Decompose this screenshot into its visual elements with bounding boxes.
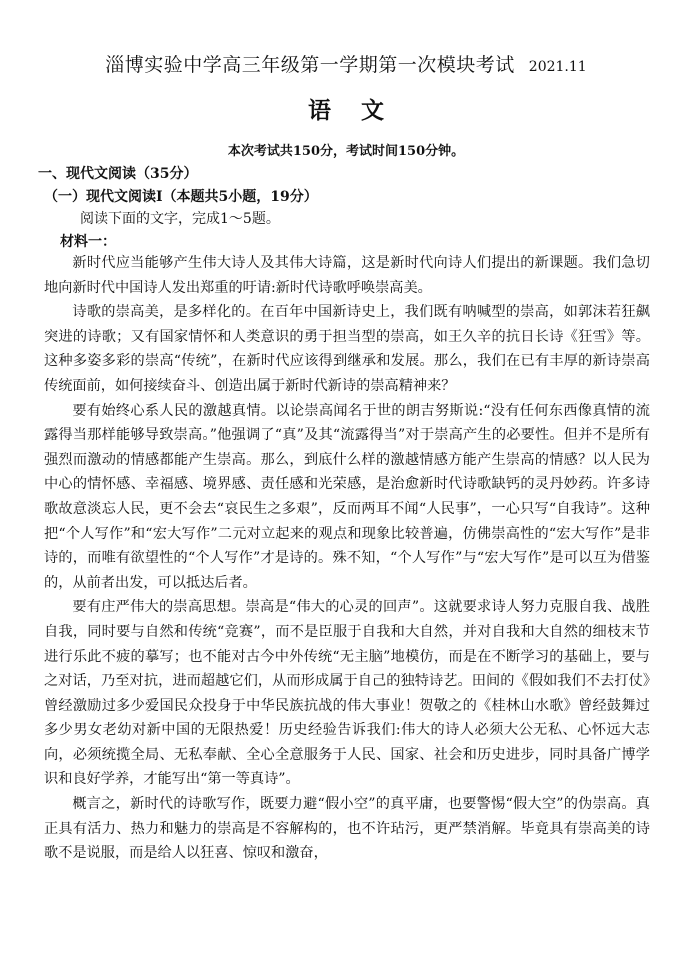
exam-title: 淄博实验中学高三年级第一学期第一次模块考试 (105, 54, 515, 76)
subject-title: 语文 (308, 97, 414, 124)
reading-instruction: 阅读下面的文字，完成1～5题。 (80, 211, 280, 227)
material-label: 材料一： (60, 234, 116, 250)
paragraph: 概言之，新时代的诗歌写作，既要力避“假小空”的真平庸，也要警惕“假大空”的伪崇高。真正具有活力、热力和魅力的崇高是不容解构的，也不许玷污，更严禁消解。毕竟具有崇高美的诗歌不是说服，而是给人以狂喜、惊叹和激奋， (44, 796, 650, 862)
exam-date: 2021.11 (528, 59, 587, 75)
sub-section-heading: （一）现代文阅读Ⅰ（本题共5小题，19分） (44, 189, 318, 205)
passage-body (44, 251, 650, 866)
paragraph: 要有庄严伟大的崇高思想。崇高是“伟大的心灵的回声”。这就要求诗人努力克服自我、战胜自我，同时要与自然和传统“竞赛”，而不是臣服于自我和大自然，并对自我和大自然的细枝末节进行乐此不疲的摹写；也不能对古今中外传统“无主脑”地模仿，而是在不断学习的基础上，要与之对话，乃至对抗，进而超越它们，从而形成属于自己的独特诗艺。田间的《假如我们不去打仗》曾经激励过多少爱国民众投身于中华民族抗战的伟大事业！贺敬之的《桂林山水歌》曾经鼓舞过多少男女老幼对新中国的无限热爱！历史经验告诉我们:伟大的诗人必须大公无私、心怀远大志向，必须统揽全局、无私奉献、全心全意服务于人民、国家、社会和历史进步，同时具备广博学识和良好学养，才能写出“第一等真诗”。 (44, 599, 650, 788)
exam-header (0, 50, 692, 77)
paragraph: 新时代应当能够产生伟大诗人及其伟大诗篇，这是新时代向诗人们提出的新课题。我们急切地向新时代中国诗人发出郑重的吁请:新时代诗歌呼唤崇高美。 (44, 255, 650, 296)
paragraph: 要有始终心系人民的激越真情。以论崇高闻名于世的朗吉努斯说:“没有任何东西像真情的流露得当那样能够导致崇高。”他强调了“真”及其“流露得当”对于崇高产生的必要性。但并不是所有强烈而激动的情感都能产生崇高。那么，到底什么样的激越情感方能产生崇高的情感？以人民为中心的情怀感、幸福感、境界感、责任感和光荣感，是治愈新时代诗歌缺钙的灵丹妙药。许多诗歌故意淡忘人民，更不会去“哀民生之多艰”，反而两耳不闻“人民事”，一心只写“自我诗”。这种把“个人写作”和“宏大写作”二元对立起来的观点和现象比较普遍，仿佛崇高性的“宏大写作”是非诗的，而唯有欲望性的“个人写作”才是诗的。殊不知，“个人写作”与“宏大写作”是可以互为借鉴的，从前者出发，可以抵达后者。 (44, 402, 650, 591)
exam-notice: 本次考试共150分，考试时间150分钟。 (227, 144, 465, 159)
section-heading: 一、现代文阅读（35分） (38, 166, 198, 182)
paragraph: 诗歌的崇高美，是多样化的。在百年中国新诗史上，我们既有呐喊型的崇高，如郭沫若狂飙突进的诗歌；又有国家情怀和人类意识的勇于担当型的崇高，如王久辛的抗日长诗《狂雪》等。这种多姿多彩的崇高“传统”，在新时代应该得到继承和发展。那么，我们在已有丰厚的新诗崇高传统面前，如何接续奋斗、创造出属于新时代新诗的崇高精神来？ (44, 304, 650, 394)
